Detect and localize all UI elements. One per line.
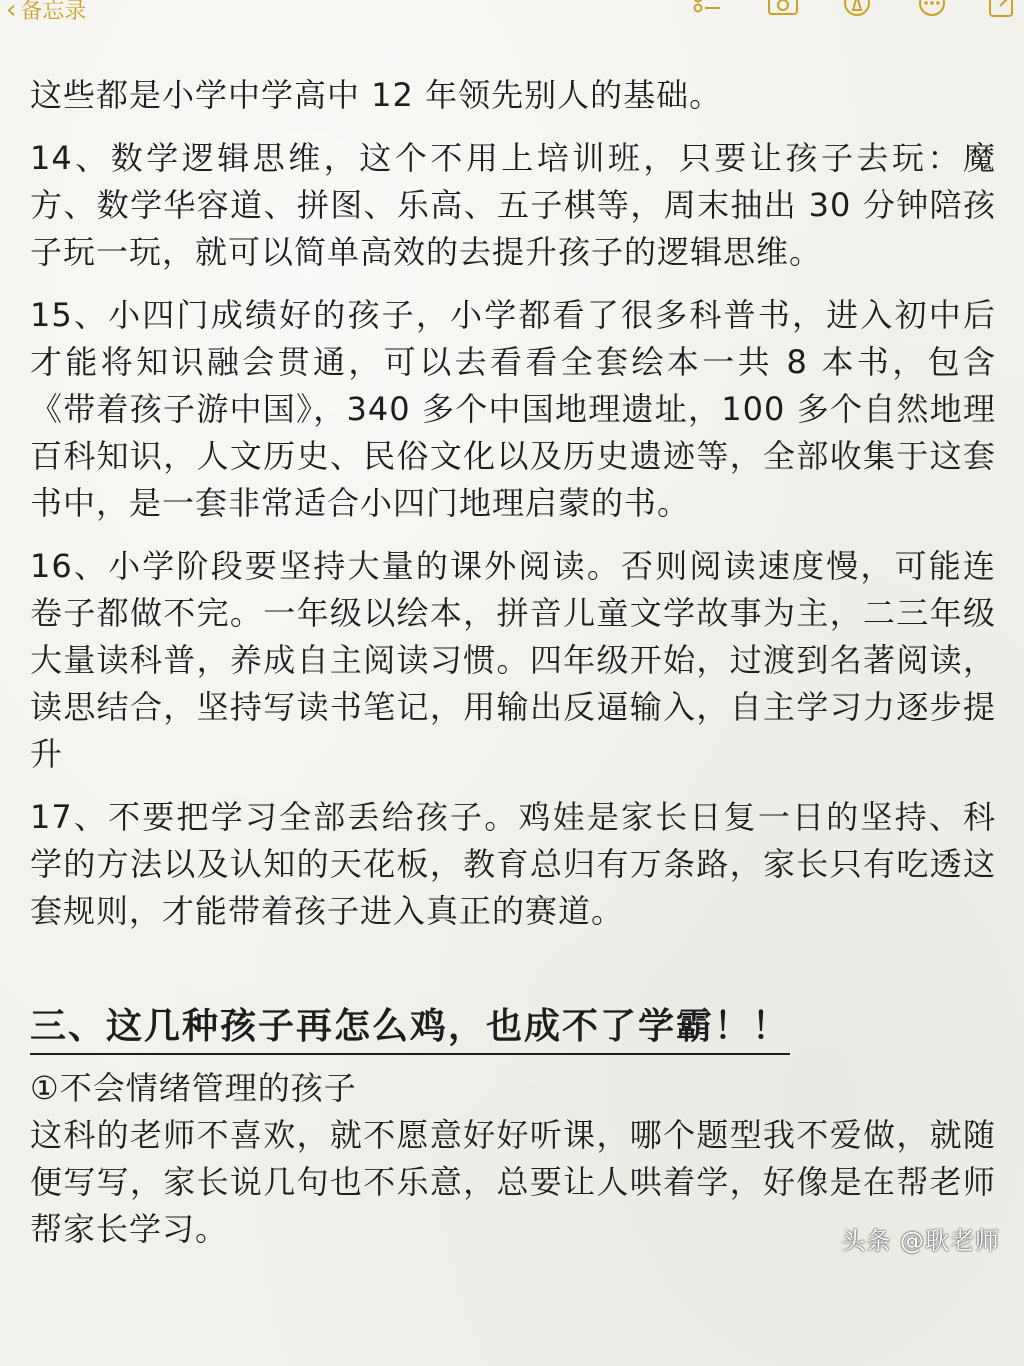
section-heading: 三、这几种孩子再怎么鸡，也成不了学霸！！ <box>30 1001 790 1055</box>
paragraph-17: 17、不要把学习全部丢给孩子。鸡娃是家长日复一日的坚持、科学的方法以及认知的天花板，教育总归有万条路，家长只有吃透这套规则，才能带着孩子进入真正的赛道。 <box>30 798 996 930</box>
section-body: 这科的老师不喜欢，就不愿意好好听课，哪个题型我不爱做，就随便写写，家长说几句也不乐意，总要让人哄着学，好像是在帮老师帮家长学习。 <box>30 1116 996 1248</box>
more-icon[interactable] <box>915 0 949 20</box>
camera-icon[interactable] <box>766 0 800 20</box>
note-content[interactable] <box>30 72 996 1253</box>
sub-heading: ①不会情绪管理的孩子 <box>30 1069 357 1107</box>
checklist-icon[interactable] <box>690 0 724 20</box>
paragraph-14: 14、数学逻辑思维，这个不用上培训班，只要让孩子去玩：魔方、数学华容道、拼图、乐高、五子棋等，周末抽出 30 分钟陪孩子玩一玩，就可以简单高效的去提升孩子的逻辑思维。 <box>30 139 996 271</box>
notes-toolbar <box>0 0 1024 30</box>
pen-icon[interactable] <box>840 0 874 20</box>
paragraph-16: 16、小学阶段要坚持大量的课外阅读。否则阅读速度慢，可能连卷子都做不完。一年级以绘本，拼音儿童文学故事为主，二三年级大量读科普，养成自主阅读习惯。四年级开始，过渡到名著阅读，读思结合，坚持写读书笔记，用输出反逼输入，自主学习力逐步提升 <box>30 547 996 773</box>
paragraph-intro: 这些都是小学中学高中 12 年领先别人的基础。 <box>30 76 723 114</box>
watermark: 头条 @耿老师 <box>841 1227 1000 1255</box>
chevron-left-icon: ‹ <box>6 0 17 25</box>
compose-icon[interactable] <box>986 0 1020 20</box>
back-button[interactable] <box>6 0 86 25</box>
paragraph-15: 15、小四门成绩好的孩子，小学都看了很多科普书，进入初中后才能将知识融会贯通，可以去看看全套绘本一共 8 本书，包含《带着孩子游中国》，340 多个中国地理遗址，100 多个自然地理百科知识，人文历史、民俗文化以及历史遗迹等，全部收集于这套书中，是一套非常适合小四门地理启蒙的书。 <box>30 296 996 522</box>
back-label: 备忘录 <box>20 0 87 24</box>
